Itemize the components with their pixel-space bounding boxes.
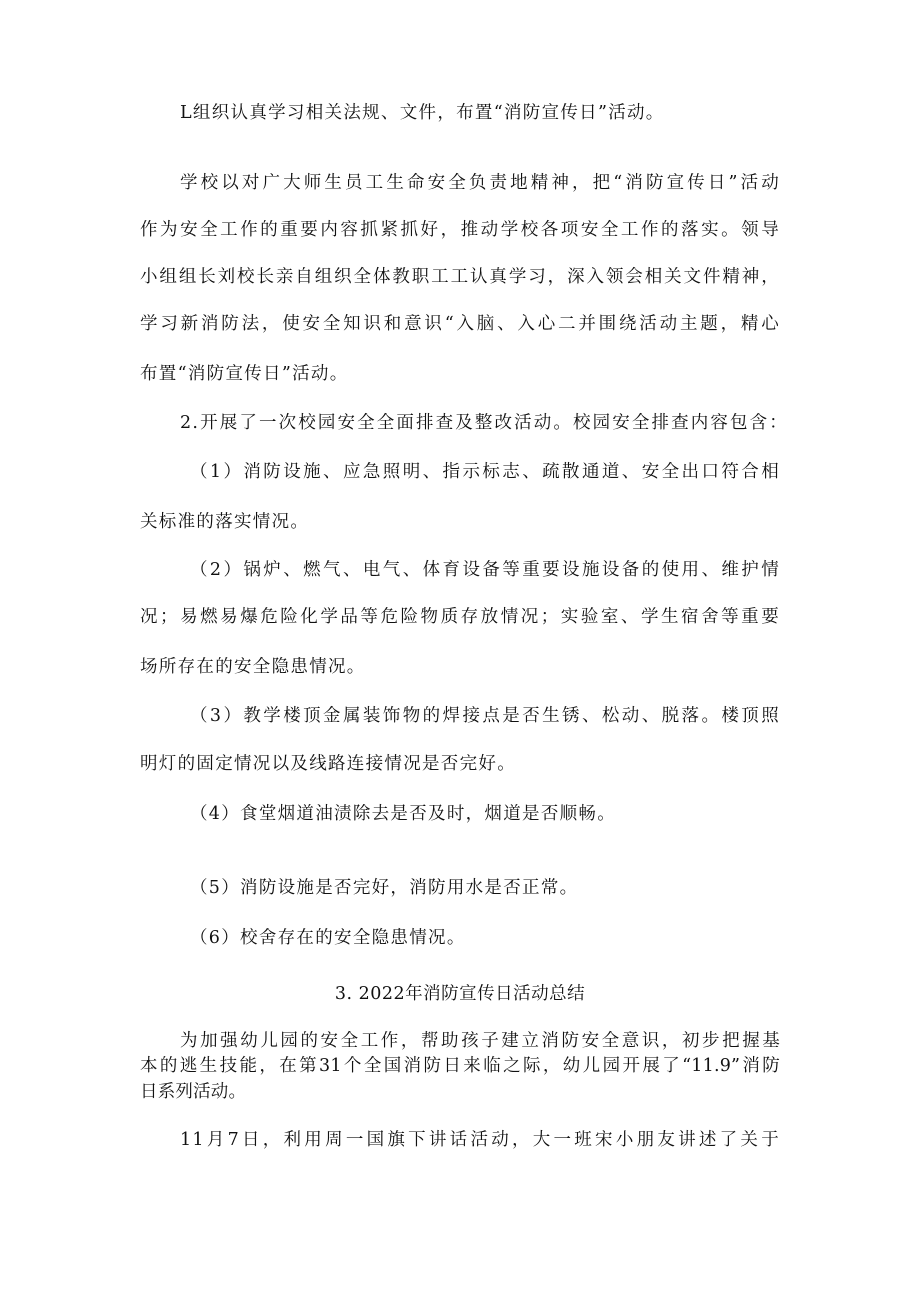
- paragraph-line: 11月7日，利用周一国旗下讲话活动，大一班宋小朋友讲述了关于: [180, 1130, 780, 1150]
- paragraph-line: L组织认真学习相关法规、文件，布置“消防宣传日”活动。: [180, 103, 665, 123]
- paragraph-line: 日系列活动。: [140, 1082, 247, 1102]
- list-item-line: 场所存在的安全隐患情况。: [140, 657, 366, 677]
- paragraph-line: 为加强幼儿园的安全工作，帮助孩子建立消防安全意识，初步把握基: [180, 1031, 780, 1051]
- list-item-line: （4）食堂烟道油渍除去是否及时，烟道是否顺畅。: [190, 804, 617, 824]
- list-item-line: （3）教学楼顶金属装饰物的焊接点是否生锈、松动、脱落。楼顶照: [190, 706, 780, 726]
- paragraph-line: 本的逃生技能，在第31个全国消防日来临之际，幼儿园开展了“11.9”消防: [140, 1056, 780, 1076]
- section-heading: 3. 2022年消防宣传日活动总结: [334, 984, 586, 1004]
- paragraph-line: 学习新消防法，使安全知识和意识“入脑、入心二并围绕活动主题，精心: [140, 314, 780, 334]
- list-item-line: 关标准的落实情况。: [140, 512, 310, 532]
- list-item-line: （1）消防设施、应急照明、指示标志、疏散通道、安全出口符合相: [190, 462, 780, 482]
- paragraph-line: 布置“消防宣传日”活动。: [140, 364, 349, 384]
- list-item-line: （2）锅炉、燃气、电气、体育设备等重要设施设备的使用、维护情: [190, 560, 780, 580]
- list-item-line: （6）校舍存在的安全隐患情况。: [190, 928, 466, 948]
- paragraph-line: 2.开展了一次校园安全全面排查及整改活动。校园安全排查内容包含：: [180, 413, 788, 433]
- list-item-line: 况；易燃易爆危险化学品等危险物质存放情况；实验室、学生宿舍等重要: [140, 607, 780, 627]
- paragraph-line: 小组组长刘校长亲自组织全体教职工工认真学习，深入领会相关文件精神，: [140, 267, 780, 287]
- list-item-line: 明灯的固定情况以及线路连接情况是否完好。: [140, 754, 516, 774]
- list-item-line: （5）消防设施是否完好，消防用水是否正常。: [190, 878, 579, 898]
- paragraph-line: 学校以对广大师生员工生命安全负责地精神，把“消防宣传日”活动: [180, 173, 780, 193]
- paragraph-line: 作为安全工作的重要内容抓紧抓好，推动学校各项安全工作的落实。领导: [140, 220, 780, 240]
